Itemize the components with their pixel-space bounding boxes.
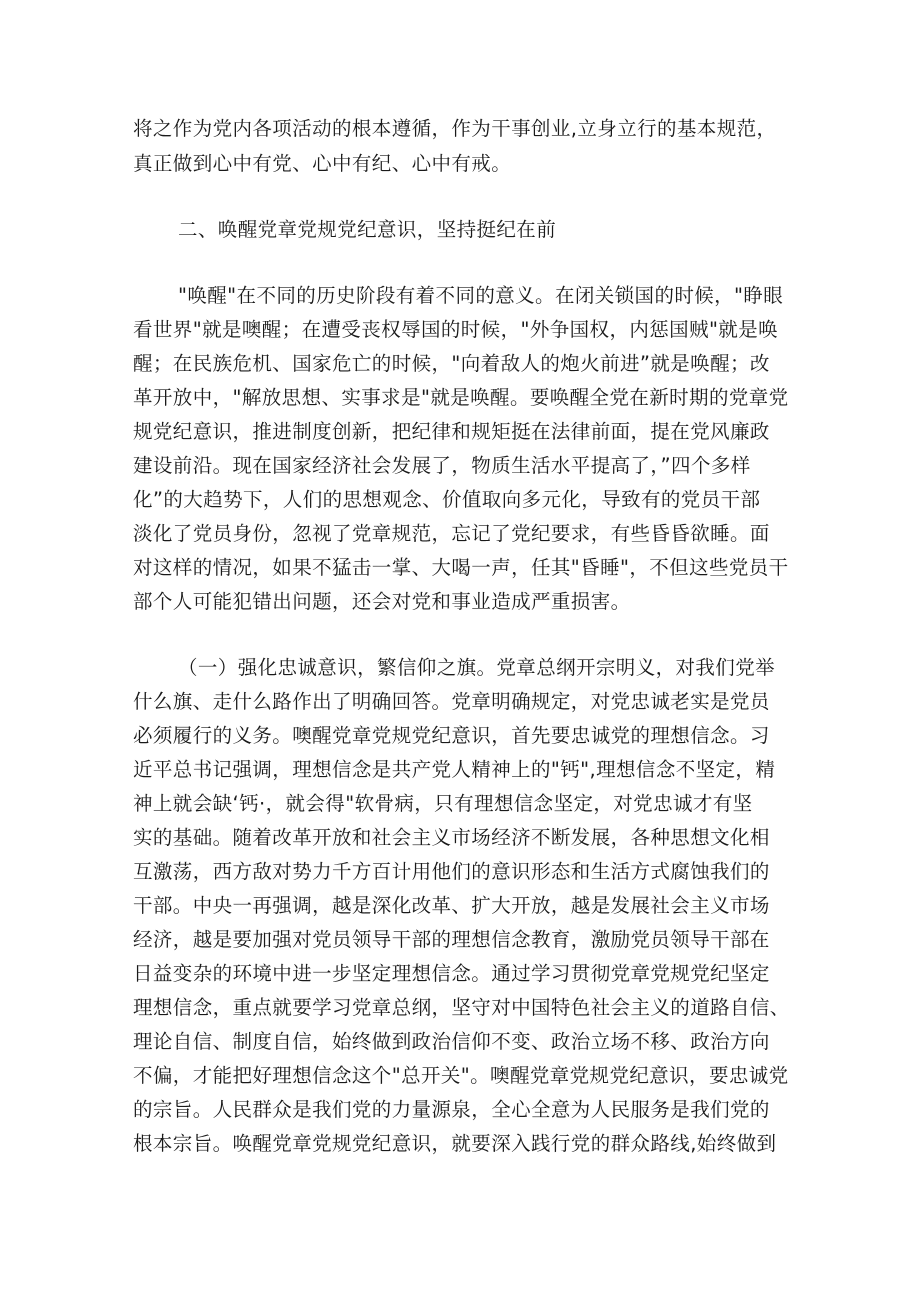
body-text-line: 规党纪意识，推进制度创新，把纪律和规矩挺在法律前面，提在党风廉政 — [133, 420, 770, 443]
body-text-line: 互激荡，西方敌对势力千方百计用他们的意识形态和生活方式腐蚀我们的 — [133, 860, 770, 883]
body-text-line: 实的基础。随着改革开放和社会主义市场经济不断发展，各种思想文化相 — [133, 826, 770, 849]
body-text-line: 近平总书记强调，理想信念是共产党人精神上的"钙",理想信念不坚定，精 — [133, 758, 776, 781]
body-text-line: 革开放中，"解放思想、实事求是"就是唤醒。要唤醒全党在新时期的党章党 — [133, 386, 789, 409]
body-text-line: 部个人可能犯错出问题，还会对党和事业造成严重损害。 — [133, 590, 631, 613]
body-text-line: 的宗旨。人民群众是我们党的力量源泉，全心全意为人民服务是我们党的 — [133, 1098, 770, 1121]
subsection-text-line: （一）强化忠诚意识，繁信仰之旗。党章总纲开宗明义，对我们党举 — [178, 656, 776, 679]
body-text-line: 日益变杂的环境中进一步坚定理想信念。通过学习贯彻党章党规党纪坚定 — [133, 962, 770, 985]
body-text-line: 看世界"就是噢醒；在遭受丧权辱国的时候，"外争国权，内惩国贼"就是唤 — [133, 318, 779, 341]
body-text-line: "唤醒"在不同的历史阶段有着不同的意义。在闭关锁国的时候，"睁眼 — [178, 284, 784, 307]
body-text-line: 干部。中央一再强调，越是深化改革、扩大开放，越是发展社会主义市场 — [133, 894, 770, 917]
body-text-line: 真正做到心中有党、心中有纪、心中有戒。 — [133, 152, 512, 175]
body-text-line: 什么旗、走什么路作出了明确回答。党章明确规定，对党忠诚老实是党员 — [133, 690, 770, 713]
body-text-line: 经济，越是要加强对党员领导干部的理想信念教育，激励党员领导干部在 — [133, 928, 770, 951]
body-text-line: 醒；在民族危机、国家危亡的时候，"向着敌人的炮火前进”就是唤醒；改 — [133, 352, 770, 375]
body-text-line: 将之作为党内各项活动的根本遵循，作为干事创业,立身立行的基本规范， — [133, 117, 777, 140]
body-text-line: 根本宗旨。唤醒党章党规党纪意识，就要深入践行党的群众路线,始终做到 — [133, 1132, 777, 1155]
body-text-line: 对这样的情况，如果不猛击一掌、大喝一声，任其"昏睡"，不但这些党员干 — [133, 556, 789, 579]
body-text-line: 理论自信、制度自信，始终做到政治信仰不变、政治立场不移、政治方向 — [133, 1030, 770, 1053]
body-text-line: 神上就会缺‘钙·，就会得"软骨病，只有理想信念坚定，对党忠诚才有坚 — [133, 792, 753, 815]
body-text-line: 理想信念，重点就要学习党章总纲，坚守对中国特色社会主义的道路自信、 — [133, 996, 790, 1019]
body-text-line: 建设前沿。现在国家经济社会发展了，物质生活水平提高了，”四个多样 — [133, 454, 751, 477]
section-heading: 二、唤醒党章党规党纪意识，坚持挺纪在前 — [178, 218, 557, 241]
body-text-line: 不偏，才能把好理想信念这个"总开关"。噢醒党章党规党纪意识，要忠诚党 — [133, 1064, 789, 1087]
body-text-line: 淡化了党员身份，忽视了党章规范，忘记了党纪要求，有些昏昏欲睡。面 — [133, 522, 770, 545]
body-text-line: 必须履行的义务。噢醒党章党规党纪意识，首先要忠诚党的理想信念。习 — [133, 724, 770, 747]
body-text-line: 化”的大趋势下，人们的思想观念、价值取向多元化，导致有的党员干部 — [133, 488, 761, 511]
